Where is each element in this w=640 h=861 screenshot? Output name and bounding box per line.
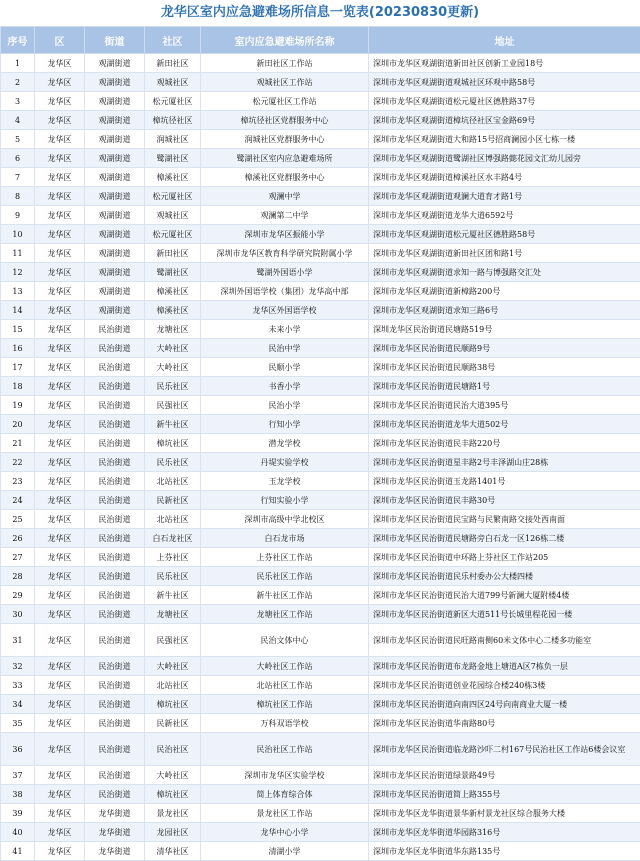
table-row xyxy=(1,358,640,377)
table-row xyxy=(1,282,640,301)
cell-street: 民治街道 xyxy=(85,453,145,472)
cell-shelter-name: 樟坑径社区党群服务中心 xyxy=(201,111,369,130)
cell-address: 深圳市龙华区观湖街道求知三路6号 xyxy=(369,301,640,320)
cell-shelter-name: 龙华中心小学 xyxy=(201,823,369,842)
cell-shelter-name: 民治中学 xyxy=(201,339,369,358)
cell-index: 34 xyxy=(1,695,35,714)
cell-shelter-name: 深圳外国语学校（集团）龙华高中部 xyxy=(201,282,369,301)
cell-address: 深圳市龙华区民治街道华南路80号 xyxy=(369,714,640,733)
cell-street: 民治街道 xyxy=(85,377,145,396)
cell-address: 深圳市龙华区民治街道中环路上芬社区工作站205 xyxy=(369,548,640,567)
cell-index: 14 xyxy=(1,301,35,320)
cell-index: 5 xyxy=(1,130,35,149)
cell-index: 41 xyxy=(1,842,35,861)
cell-district: 龙华区 xyxy=(35,785,85,804)
cell-index: 23 xyxy=(1,472,35,491)
cell-index: 6 xyxy=(1,149,35,168)
cell-index: 15 xyxy=(1,320,35,339)
cell-shelter-name: 鹭湖社区室内应急避难场所 xyxy=(201,149,369,168)
cell-shelter-name: 观澜第二中学 xyxy=(201,206,369,225)
header-district: 区 xyxy=(35,27,85,54)
cell-street: 观湖街道 xyxy=(85,282,145,301)
cell-district: 龙华区 xyxy=(35,130,85,149)
cell-shelter-name: 新牛社区工作站 xyxy=(201,586,369,605)
cell-district: 龙华区 xyxy=(35,358,85,377)
cell-district: 龙华区 xyxy=(35,804,85,823)
cell-community: 大岭社区 xyxy=(145,657,201,676)
cell-district: 龙华区 xyxy=(35,714,85,733)
cell-district: 龙华区 xyxy=(35,301,85,320)
table-row xyxy=(1,187,640,206)
cell-address: 深圳市龙华区观湖街道观澜大道育才路1号 xyxy=(369,187,640,206)
cell-community: 民强社区 xyxy=(145,624,201,657)
cell-address: 深圳市龙华区观湖街道新田社区团和路1号 xyxy=(369,244,640,263)
table-row xyxy=(1,804,640,823)
cell-district: 龙华区 xyxy=(35,842,85,861)
table-row xyxy=(1,73,640,92)
cell-address: 深圳市龙华区龙华街道华园路316号 xyxy=(369,823,640,842)
cell-community: 大岭社区 xyxy=(145,358,201,377)
table-body xyxy=(1,54,640,861)
table-row xyxy=(1,263,640,282)
cell-index: 24 xyxy=(1,491,35,510)
cell-district: 龙华区 xyxy=(35,491,85,510)
cell-street: 民治街道 xyxy=(85,320,145,339)
cell-address: 深圳龙华区民治街道民塘路519号 xyxy=(369,320,640,339)
cell-shelter-name: 民治文体中心 xyxy=(201,624,369,657)
cell-shelter-name: 深圳市高级中学北校区 xyxy=(201,510,369,529)
cell-address: 深圳市龙华区观湖街道龙华大道6592号 xyxy=(369,206,640,225)
page-title: 龙华区室内应急避难场所信息一览表(20230830更新) xyxy=(0,0,640,26)
cell-index: 11 xyxy=(1,244,35,263)
cell-district: 龙华区 xyxy=(35,586,85,605)
cell-address: 深圳市龙华区民治街道民塘路旁白石龙一区126栋二楼 xyxy=(369,529,640,548)
cell-community: 樟坑社区 xyxy=(145,695,201,714)
cell-shelter-name: 行知小学 xyxy=(201,415,369,434)
cell-address: 深圳市龙华区民治街道民丰路30号 xyxy=(369,491,640,510)
cell-address: 深圳市龙华区观湖街道松元厦社区德胜路58号 xyxy=(369,225,640,244)
cell-index: 17 xyxy=(1,358,35,377)
cell-street: 民治街道 xyxy=(85,624,145,657)
cell-community: 民治社区 xyxy=(145,733,201,766)
cell-community: 樟溪社区 xyxy=(145,168,201,187)
shelter-table xyxy=(0,26,640,861)
cell-address: 深圳市龙华区民治街道星丰路2号丰泽湖山庄28栋 xyxy=(369,453,640,472)
table-row xyxy=(1,377,640,396)
cell-community: 樟溪社区 xyxy=(145,282,201,301)
cell-community: 北站社区 xyxy=(145,510,201,529)
cell-street: 民治街道 xyxy=(85,586,145,605)
cell-street: 民治街道 xyxy=(85,766,145,785)
cell-district: 龙华区 xyxy=(35,624,85,657)
cell-district: 龙华区 xyxy=(35,529,85,548)
cell-shelter-name: 深圳市龙华区振能小学 xyxy=(201,225,369,244)
cell-address: 深圳市龙华区观湖街道观城社区环观中路58号 xyxy=(369,73,640,92)
cell-community: 民乐社区 xyxy=(145,567,201,586)
cell-index: 27 xyxy=(1,548,35,567)
cell-address: 深圳市龙华区民治街道民治大道799号新澜大厦附楼4楼 xyxy=(369,586,640,605)
cell-district: 龙华区 xyxy=(35,548,85,567)
cell-index: 26 xyxy=(1,529,35,548)
table-row xyxy=(1,510,640,529)
cell-index: 33 xyxy=(1,676,35,695)
cell-shelter-name: 民顺小学 xyxy=(201,358,369,377)
cell-community: 鹭湖社区 xyxy=(145,149,201,168)
table-row xyxy=(1,624,640,657)
cell-street: 民治街道 xyxy=(85,415,145,434)
cell-shelter-name: 大岭社区工作站 xyxy=(201,657,369,676)
cell-street: 龙华街道 xyxy=(85,823,145,842)
cell-district: 龙华区 xyxy=(35,434,85,453)
cell-shelter-name: 鹭湖外国语小学 xyxy=(201,263,369,282)
cell-district: 龙华区 xyxy=(35,472,85,491)
cell-shelter-name: 润城社区党群服务中心 xyxy=(201,130,369,149)
cell-community: 新牛社区 xyxy=(145,415,201,434)
cell-street: 观湖街道 xyxy=(85,149,145,168)
cell-shelter-name: 樟溪社区党群服务中心 xyxy=(201,168,369,187)
table-row xyxy=(1,714,640,733)
cell-street: 民治街道 xyxy=(85,605,145,624)
cell-street: 观湖街道 xyxy=(85,263,145,282)
cell-address: 深圳市龙华区龙华街道华东路135号 xyxy=(369,842,640,861)
cell-community: 民乐社区 xyxy=(145,453,201,472)
cell-street: 民治街道 xyxy=(85,358,145,377)
table-row xyxy=(1,320,640,339)
cell-address: 深圳市龙华区民治街道民乐村委办公大楼四楼 xyxy=(369,567,640,586)
cell-index: 2 xyxy=(1,73,35,92)
cell-index: 16 xyxy=(1,339,35,358)
cell-street: 龙华街道 xyxy=(85,842,145,861)
cell-address: 深圳市龙华区观湖街道松元厦社区德胜路37号 xyxy=(369,92,640,111)
cell-address: 深圳市龙华区民治街道龙华大道502号 xyxy=(369,415,640,434)
cell-street: 民治街道 xyxy=(85,529,145,548)
cell-community: 新田社区 xyxy=(145,244,201,263)
table-row xyxy=(1,785,640,804)
cell-street: 观湖街道 xyxy=(85,130,145,149)
cell-address: 深圳市龙华区民治街道向南四区24号向南商业大厦一楼 xyxy=(369,695,640,714)
cell-street: 观湖街道 xyxy=(85,225,145,244)
cell-district: 龙华区 xyxy=(35,377,85,396)
cell-district: 龙华区 xyxy=(35,510,85,529)
cell-community: 民乐社区 xyxy=(145,377,201,396)
cell-district: 龙华区 xyxy=(35,415,85,434)
cell-shelter-name: 未来小学 xyxy=(201,320,369,339)
cell-index: 19 xyxy=(1,396,35,415)
table-row xyxy=(1,301,640,320)
cell-address: 深圳市龙华区民治街道民塘路1号 xyxy=(369,377,640,396)
cell-address: 深圳市龙华区观湖街道新田社区创新工业园18号 xyxy=(369,54,640,73)
cell-community: 景龙社区 xyxy=(145,804,201,823)
cell-index: 1 xyxy=(1,54,35,73)
cell-district: 龙华区 xyxy=(35,339,85,358)
cell-street: 民治街道 xyxy=(85,714,145,733)
cell-address: 深圳市龙华区民治街道创业花园综合楼240栋3楼 xyxy=(369,676,640,695)
cell-community: 龙园社区 xyxy=(145,823,201,842)
cell-community: 樟坑径社区 xyxy=(145,111,201,130)
cell-index: 38 xyxy=(1,785,35,804)
cell-index: 30 xyxy=(1,605,35,624)
cell-shelter-name: 玉龙学校 xyxy=(201,472,369,491)
cell-index: 9 xyxy=(1,206,35,225)
header-community: 社区 xyxy=(145,27,201,54)
cell-community: 观城社区 xyxy=(145,73,201,92)
cell-community: 上芬社区 xyxy=(145,548,201,567)
cell-index: 31 xyxy=(1,624,35,657)
header-street: 街道 xyxy=(85,27,145,54)
cell-index: 40 xyxy=(1,823,35,842)
table-row xyxy=(1,491,640,510)
table-row xyxy=(1,529,640,548)
cell-community: 清华社区 xyxy=(145,842,201,861)
cell-community: 民新社区 xyxy=(145,491,201,510)
cell-community: 樟坑社区 xyxy=(145,434,201,453)
table-row xyxy=(1,676,640,695)
cell-community: 北站社区 xyxy=(145,676,201,695)
cell-district: 龙华区 xyxy=(35,282,85,301)
cell-street: 民治街道 xyxy=(85,676,145,695)
cell-community: 樟坑社区 xyxy=(145,785,201,804)
cell-address: 深圳市龙华区民治街道玉龙路1401号 xyxy=(369,472,640,491)
cell-shelter-name: 观城社区工作站 xyxy=(201,73,369,92)
cell-shelter-name: 丹堤实验学校 xyxy=(201,453,369,472)
cell-district: 龙华区 xyxy=(35,225,85,244)
cell-shelter-name: 清湖小学 xyxy=(201,842,369,861)
cell-street: 民治街道 xyxy=(85,510,145,529)
table-header-row xyxy=(1,27,640,54)
cell-street: 民治街道 xyxy=(85,548,145,567)
cell-index: 18 xyxy=(1,377,35,396)
cell-street: 民治街道 xyxy=(85,396,145,415)
cell-address: 深圳市龙华区民治街道民顺路38号 xyxy=(369,358,640,377)
table-row xyxy=(1,605,640,624)
cell-shelter-name: 龙华区外国语学校 xyxy=(201,301,369,320)
cell-shelter-name: 民治小学 xyxy=(201,396,369,415)
cell-address: 深圳市龙华区民治街道布龙路金地上塘道A区7栋负一层 xyxy=(369,657,640,676)
cell-community: 白石龙社区 xyxy=(145,529,201,548)
cell-index: 39 xyxy=(1,804,35,823)
cell-shelter-name: 白石龙市场 xyxy=(201,529,369,548)
cell-street: 观湖街道 xyxy=(85,54,145,73)
cell-address: 深圳市龙华区民治街道民旺路南侧60米文体中心二楼多功能室 xyxy=(369,624,640,657)
table-row xyxy=(1,823,640,842)
cell-street: 民治街道 xyxy=(85,733,145,766)
table-row xyxy=(1,586,640,605)
cell-index: 36 xyxy=(1,733,35,766)
cell-index: 22 xyxy=(1,453,35,472)
cell-district: 龙华区 xyxy=(35,263,85,282)
cell-index: 7 xyxy=(1,168,35,187)
cell-address: 深圳市龙华区民治街道临龙路沙吓二村167号民治社区工作站6楼会议室 xyxy=(369,733,640,766)
table-row xyxy=(1,111,640,130)
cell-index: 13 xyxy=(1,282,35,301)
table-row xyxy=(1,168,640,187)
cell-district: 龙华区 xyxy=(35,567,85,586)
cell-street: 民治街道 xyxy=(85,491,145,510)
cell-index: 8 xyxy=(1,187,35,206)
cell-street: 民治街道 xyxy=(85,657,145,676)
cell-address: 深圳市龙华区观湖街道求知一路与博强路交汇处 xyxy=(369,263,640,282)
cell-index: 20 xyxy=(1,415,35,434)
cell-street: 民治街道 xyxy=(85,339,145,358)
table-row xyxy=(1,225,640,244)
cell-community: 润城社区 xyxy=(145,130,201,149)
cell-street: 民治街道 xyxy=(85,695,145,714)
cell-index: 29 xyxy=(1,586,35,605)
cell-street: 民治街道 xyxy=(85,472,145,491)
cell-community: 民新社区 xyxy=(145,714,201,733)
table-row xyxy=(1,657,640,676)
cell-district: 龙华区 xyxy=(35,733,85,766)
cell-street: 观湖街道 xyxy=(85,168,145,187)
header-shelter-name: 室内应急避难场所名称 xyxy=(201,27,369,54)
cell-street: 观湖街道 xyxy=(85,73,145,92)
cell-address: 深圳市龙华区民治街道绿景路49号 xyxy=(369,766,640,785)
table-row xyxy=(1,766,640,785)
cell-district: 龙华区 xyxy=(35,320,85,339)
cell-shelter-name: 民治社区工作站 xyxy=(201,733,369,766)
cell-district: 龙华区 xyxy=(35,657,85,676)
cell-shelter-name: 松元厦社区工作站 xyxy=(201,92,369,111)
table-row xyxy=(1,548,640,567)
cell-street: 民治街道 xyxy=(85,434,145,453)
cell-district: 龙华区 xyxy=(35,244,85,263)
cell-index: 32 xyxy=(1,657,35,676)
cell-street: 民治街道 xyxy=(85,785,145,804)
cell-address: 深圳市龙华区民治街道简上路355号 xyxy=(369,785,640,804)
table-row xyxy=(1,434,640,453)
cell-street: 观湖街道 xyxy=(85,206,145,225)
cell-index: 21 xyxy=(1,434,35,453)
cell-address: 深圳市龙华区龙华街道景华新村景龙社区综合服务大楼 xyxy=(369,804,640,823)
cell-shelter-name: 深圳市龙华区教育科学研究院附属小学 xyxy=(201,244,369,263)
cell-street: 观湖街道 xyxy=(85,92,145,111)
cell-shelter-name: 龙塘社区工作站 xyxy=(201,605,369,624)
cell-shelter-name: 新田社区工作站 xyxy=(201,54,369,73)
cell-community: 大岭社区 xyxy=(145,339,201,358)
table-row xyxy=(1,695,640,714)
cell-district: 龙华区 xyxy=(35,766,85,785)
cell-address: 深圳市龙华区观湖街道大和路15号招商澜园小区七栋一楼 xyxy=(369,130,640,149)
cell-index: 10 xyxy=(1,225,35,244)
cell-shelter-name: 行知实验小学 xyxy=(201,491,369,510)
cell-shelter-name: 书香小学 xyxy=(201,377,369,396)
cell-district: 龙华区 xyxy=(35,396,85,415)
cell-community: 松元厦社区 xyxy=(145,225,201,244)
cell-street: 观湖街道 xyxy=(85,187,145,206)
cell-index: 12 xyxy=(1,263,35,282)
cell-community: 民强社区 xyxy=(145,396,201,415)
cell-address: 深圳市龙华区民治街道民丰路220号 xyxy=(369,434,640,453)
header-address: 地址 xyxy=(369,27,640,54)
cell-district: 龙华区 xyxy=(35,453,85,472)
table-row xyxy=(1,244,640,263)
cell-shelter-name: 深圳市龙华区实验学校 xyxy=(201,766,369,785)
cell-district: 龙华区 xyxy=(35,73,85,92)
cell-community: 松元厦社区 xyxy=(145,187,201,206)
cell-district: 龙华区 xyxy=(35,168,85,187)
table-row xyxy=(1,339,640,358)
cell-address: 深圳市龙华区民治街道民治大道395号 xyxy=(369,396,640,415)
cell-street: 观湖街道 xyxy=(85,301,145,320)
cell-district: 龙华区 xyxy=(35,187,85,206)
cell-district: 龙华区 xyxy=(35,92,85,111)
cell-shelter-name: 景龙社区工作站 xyxy=(201,804,369,823)
cell-community: 大岭社区 xyxy=(145,766,201,785)
cell-community: 鹭湖社区 xyxy=(145,263,201,282)
cell-district: 龙华区 xyxy=(35,54,85,73)
cell-community: 樟溪社区 xyxy=(145,301,201,320)
cell-district: 龙华区 xyxy=(35,111,85,130)
cell-community: 龙塘社区 xyxy=(145,320,201,339)
cell-community: 松元厦社区 xyxy=(145,92,201,111)
table-row xyxy=(1,567,640,586)
cell-district: 龙华区 xyxy=(35,206,85,225)
cell-shelter-name: 上芬社区工作站 xyxy=(201,548,369,567)
cell-index: 4 xyxy=(1,111,35,130)
cell-district: 龙华区 xyxy=(35,605,85,624)
cell-shelter-name: 北站社区工作站 xyxy=(201,676,369,695)
cell-community: 观城社区 xyxy=(145,206,201,225)
table-row xyxy=(1,149,640,168)
cell-shelter-name: 观澜中学 xyxy=(201,187,369,206)
cell-community: 北站社区 xyxy=(145,472,201,491)
cell-address: 深圳市龙华区观湖街道鹭湖社区博强路懿花园文汇幼儿园旁 xyxy=(369,149,640,168)
cell-street: 观湖街道 xyxy=(85,244,145,263)
cell-district: 龙华区 xyxy=(35,149,85,168)
table-row xyxy=(1,415,640,434)
cell-index: 35 xyxy=(1,714,35,733)
cell-district: 龙华区 xyxy=(35,823,85,842)
header-index: 序号 xyxy=(1,27,35,54)
table-row xyxy=(1,453,640,472)
table-row xyxy=(1,396,640,415)
cell-district: 龙华区 xyxy=(35,695,85,714)
table-row xyxy=(1,733,640,766)
cell-index: 37 xyxy=(1,766,35,785)
table-row xyxy=(1,842,640,861)
cell-shelter-name: 樟坑社区工作站 xyxy=(201,695,369,714)
table-row xyxy=(1,54,640,73)
cell-shelter-name: 民乐社区工作站 xyxy=(201,567,369,586)
cell-community: 新牛社区 xyxy=(145,586,201,605)
cell-shelter-name: 万科双语学校 xyxy=(201,714,369,733)
cell-index: 28 xyxy=(1,567,35,586)
cell-index: 3 xyxy=(1,92,35,111)
table-row xyxy=(1,92,640,111)
cell-shelter-name: 简上体育综合体 xyxy=(201,785,369,804)
cell-district: 龙华区 xyxy=(35,676,85,695)
cell-community: 龙塘社区 xyxy=(145,605,201,624)
cell-address: 深圳市龙华区民治街道新区大道511号长城里程花园一楼 xyxy=(369,605,640,624)
cell-address: 深圳市龙华区观湖街道新樟路200号 xyxy=(369,282,640,301)
cell-address: 深圳市龙华区民治街道民顺路9号 xyxy=(369,339,640,358)
cell-address: 深圳市龙华区观湖街道樟溪社区水丰路4号 xyxy=(369,168,640,187)
cell-community: 新田社区 xyxy=(145,54,201,73)
cell-address: 深圳市龙华区观湖街道樟坑径社区宝金路69号 xyxy=(369,111,640,130)
table-row xyxy=(1,130,640,149)
cell-shelter-name: 潜龙学校 xyxy=(201,434,369,453)
table-row xyxy=(1,206,640,225)
cell-index: 25 xyxy=(1,510,35,529)
cell-street: 观湖街道 xyxy=(85,111,145,130)
table-row xyxy=(1,472,640,491)
cell-address: 深圳市龙华区民治街道民宝路与民繁南路交接处西南面 xyxy=(369,510,640,529)
cell-street: 民治街道 xyxy=(85,567,145,586)
cell-street: 龙华街道 xyxy=(85,804,145,823)
